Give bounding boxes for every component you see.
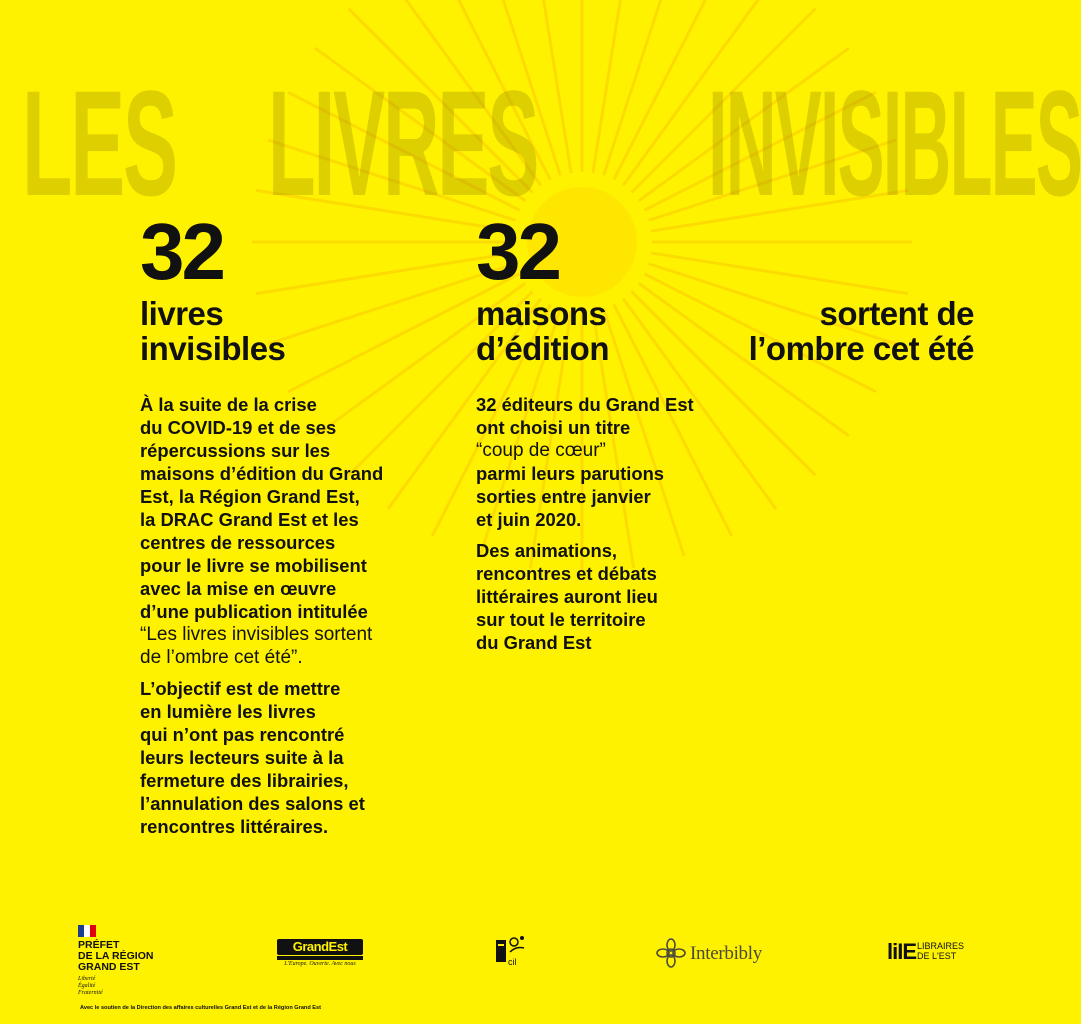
text-line: sur tout le territoire <box>476 609 646 630</box>
interbibly-flower-icon <box>656 938 686 968</box>
headline-books <box>140 296 285 366</box>
background-word-livres: LIVRES <box>268 59 538 227</box>
text-line: en lumière les livres <box>140 701 316 722</box>
text-line: du COVID-19 et de ses <box>140 417 337 438</box>
number-books: 32 <box>140 207 223 296</box>
middle-column-text <box>476 393 694 654</box>
text-line: la DRAC Grand Est et les <box>140 509 359 530</box>
number-publishers: 32 <box>476 207 559 296</box>
publishers-paragraph <box>476 393 694 531</box>
text-line: centres de ressources <box>140 532 336 553</box>
cil-label: cil <box>508 957 517 967</box>
text-line: qui n’ont pas rencontré <box>140 724 345 745</box>
text-line: À la suite de la crise <box>140 394 317 415</box>
text-line: Des animations, <box>476 540 618 561</box>
objective-paragraph <box>140 677 383 838</box>
headline-line: l’ombre cet été <box>748 330 974 367</box>
grand-est-tagline: L'Europe. Ouverte. Avec nous <box>284 961 356 967</box>
headline-line: livres <box>140 295 224 332</box>
text-line: répercussions sur les <box>140 440 331 461</box>
book-icon <box>494 932 554 972</box>
text-line: parmi leurs parutions <box>476 463 665 484</box>
coup-de-coeur-quote: “coup de cœur” <box>476 440 606 461</box>
text-line: maisons d’édition du Grand <box>140 463 384 484</box>
text-line: pour le livre se mobilisent <box>140 555 367 576</box>
text-line: de l’ombre cet été”. <box>140 647 303 668</box>
publication-title-quote <box>140 623 383 669</box>
text-line: du Grand Est <box>476 632 592 653</box>
libraires-de-l-est-logo <box>887 938 967 970</box>
text-line: l’annulation des salons et <box>140 793 365 814</box>
prefet-motto: Liberté Égalité Fraternité <box>78 976 103 996</box>
text-line: avec la mise en œuvre <box>140 578 337 599</box>
grand-est-logo <box>277 939 363 968</box>
french-flag-icon <box>78 925 96 937</box>
headline-line: maisons <box>476 295 607 332</box>
text-line: leurs lecteurs suite à la <box>140 747 344 768</box>
libraires-text: LIBRAIRES DE L'EST <box>917 941 965 961</box>
text-line: 32 éditeurs du Grand Est <box>476 394 694 415</box>
text-line: rencontres littéraires. <box>140 816 329 837</box>
interbibly-wordmark: Interbibly <box>690 943 762 964</box>
grand-est-wordmark: GrandEst <box>277 939 363 955</box>
text-line: “Les livres invisibles sortent <box>140 624 373 645</box>
background-word-invisibles: INVISIBLES <box>708 59 1081 227</box>
headline-publishers <box>476 296 609 366</box>
cil-logo <box>494 932 554 972</box>
headline-summer <box>749 296 974 366</box>
text-line: fermeture des librairies, <box>140 770 349 791</box>
text-line: littéraires auront lieu <box>476 586 658 607</box>
libraires-mark: liIE <box>887 939 917 964</box>
headline-line: d’édition <box>476 330 609 367</box>
text-line: sorties entre janvier <box>476 486 651 507</box>
support-footnote: Avec le soutien de la Direction des affaires culturelles Grand Est et de la Région Grand Est <box>80 1005 322 1011</box>
prefet-logo <box>78 925 188 997</box>
prefet-text: PRÉFET DE LA RÉGION GRAND EST <box>78 939 154 973</box>
background-word-les: LES <box>22 59 176 227</box>
text-line: rencontres et débats <box>476 563 657 584</box>
text-line: Est, la Région Grand Est, <box>140 486 360 507</box>
intro-paragraph <box>140 393 383 623</box>
text-line: ont choisi un titre <box>476 417 631 438</box>
text-line: et juin 2020. <box>476 509 582 530</box>
left-column-text <box>140 393 383 838</box>
text-line: L’objectif est de mettre <box>140 678 341 699</box>
events-paragraph <box>476 539 694 654</box>
headline-line: sortent de <box>819 295 974 332</box>
headline-line: invisibles <box>140 330 286 367</box>
interbibly-logo <box>656 938 762 968</box>
text-line: d’une publication intitulée <box>140 601 368 622</box>
